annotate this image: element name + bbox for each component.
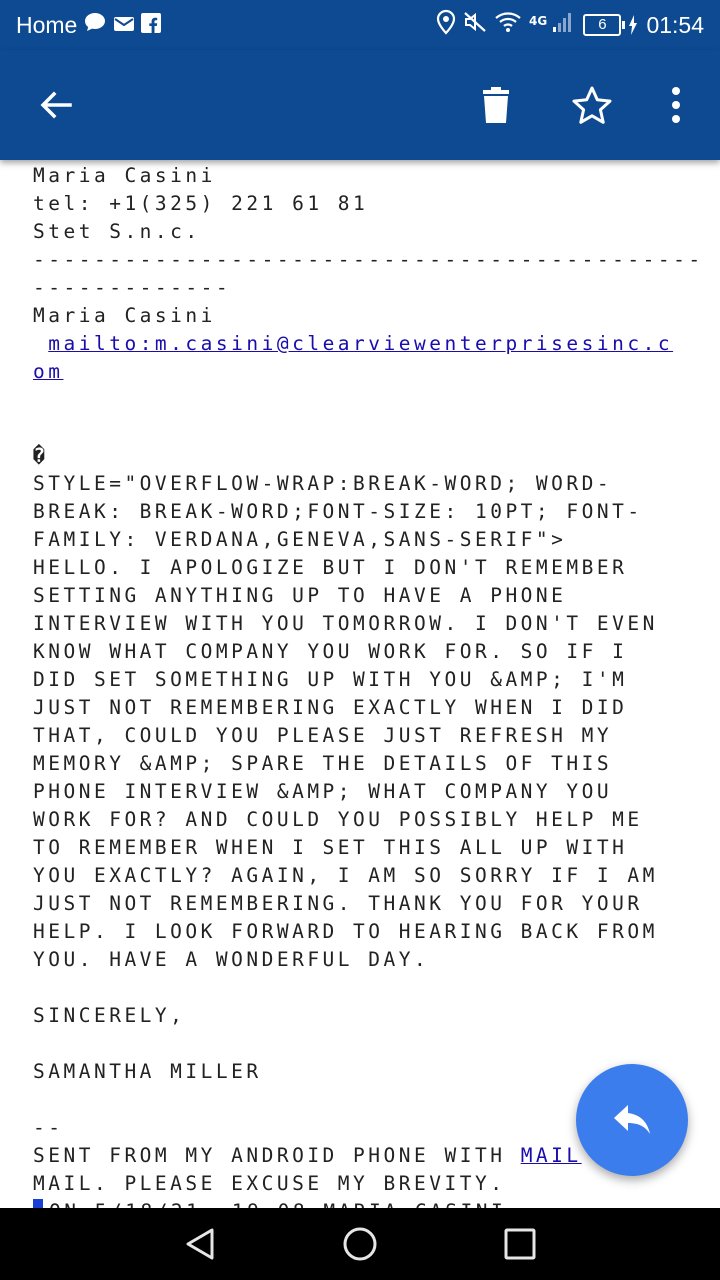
- status-left: [16, 10, 161, 40]
- back-arrow-icon: [38, 87, 74, 123]
- mailto-link-cont[interactable]: om: [33, 360, 64, 383]
- 4g-signal-icon: [529, 10, 575, 40]
- mute-icon: [463, 10, 487, 40]
- unknown-character: �: [33, 444, 49, 467]
- location-icon: [437, 10, 455, 40]
- sender-name: Maria Casini: [33, 304, 216, 327]
- signature: SAMANTHA MILLER: [33, 1060, 262, 1083]
- body-line: YOU EXACTLY? AGAIN, I AM SO SORRY IF I AM: [33, 864, 658, 887]
- star-button[interactable]: [564, 77, 620, 133]
- clock: 01:54: [646, 11, 704, 38]
- body-line: YOU. HAVE A WONDERFUL DAY.: [33, 948, 430, 971]
- home-circle-icon: [342, 1226, 378, 1262]
- star-icon: [572, 86, 612, 124]
- app-bar: [0, 50, 720, 160]
- body-line: JUST NOT REMEMBERING. THANK YOU FOR YOUR: [33, 892, 643, 915]
- sent-from-line2: MAIL. PLEASE EXCUSE MY BREVITY.: [33, 1172, 506, 1195]
- body-line: DID SET SOMETHING UP WITH YOU &AMP; I'M: [33, 668, 628, 691]
- signature-company: Stet S.n.c.: [33, 220, 201, 243]
- message-content[interactable]: [0, 160, 720, 1208]
- sent-from-prefix: SENT FROM MY ANDROID PHONE WITH: [33, 1144, 521, 1167]
- mailto-link[interactable]: mailto:m.casini@clearviewenterprisesinc.c: [48, 332, 674, 355]
- signature-name: Maria Casini: [33, 164, 216, 187]
- mail-app-link[interactable]: MAIL: [520, 1144, 582, 1167]
- status-right: [437, 10, 704, 40]
- signature-tel: tel: +1(325) 221 61 81: [33, 192, 369, 215]
- carrier-name: Home: [16, 11, 78, 38]
- body-line: JUST NOT REMEMBERING EXACTLY WHEN I DID: [33, 696, 628, 719]
- back-button[interactable]: [28, 77, 84, 133]
- closing: SINCERELY,: [33, 1004, 186, 1027]
- body-line: HELP. I LOOK FORWARD TO HEARING BACK FROM: [33, 920, 658, 943]
- more-options-button[interactable]: [648, 77, 704, 133]
- nav-home-button[interactable]: [330, 1220, 390, 1268]
- reply-icon: [612, 1103, 652, 1137]
- facebook-icon: [141, 12, 161, 39]
- mail-icon: [113, 12, 135, 39]
- email-body: [33, 162, 704, 1226]
- wifi-icon: [495, 11, 521, 39]
- body-line: INTERVIEW WITH YOU TOMORROW. I DON'T EVEN: [33, 612, 658, 635]
- body-line: KNOW WHAT COMPANY YOU WORK FOR. SO IF I: [33, 640, 628, 663]
- body-line: THAT, COULD YOU PLEASE JUST REFRESH MY: [33, 724, 613, 747]
- chat-bubble-icon: [83, 11, 107, 39]
- divider-line-cont: -------------: [33, 276, 232, 299]
- signature-separator: --: [33, 1116, 64, 1139]
- back-triangle-icon: [184, 1227, 216, 1261]
- nav-back-button[interactable]: [170, 1220, 230, 1268]
- status-bar: [0, 0, 720, 50]
- divider-line: --------------------------------------------: [33, 248, 704, 271]
- reply-button[interactable]: [576, 1064, 688, 1176]
- battery-icon: [583, 14, 638, 36]
- navigation-bar: [0, 1208, 720, 1280]
- nav-recents-button[interactable]: [490, 1220, 550, 1268]
- body-line: STYLE="OVERFLOW-WRAP:BREAK-WORD; WORD-: [33, 472, 613, 495]
- body-line: TO REMEMBER WHEN I SET THIS ALL UP WITH: [33, 836, 628, 859]
- body-line: MEMORY &AMP; SPARE THE DETAILS OF THIS: [33, 752, 613, 775]
- body-line: PHONE INTERVIEW &AMP; WHAT COMPANY YOU: [33, 780, 613, 803]
- recents-square-icon: [504, 1228, 536, 1260]
- battery-level: 6: [598, 16, 607, 33]
- body-line: FAMILY: VERDANA,GENEVA,SANS-SERIF">: [33, 528, 567, 551]
- body-line: HELLO. I APOLOGIZE BUT I DON'T REMEMBER: [33, 556, 628, 579]
- delete-button[interactable]: [468, 77, 524, 133]
- body-line: SETTING ANYTHING UP TO HAVE A PHONE: [33, 584, 567, 607]
- more-vert-icon: [671, 87, 681, 123]
- body-line: WORK FOR? AND COULD YOU POSSIBLY HELP ME: [33, 808, 643, 831]
- trash-icon: [481, 87, 511, 123]
- svg-text:4G: 4G: [529, 14, 548, 28]
- body-line: BREAK: BREAK-WORD;FONT-SIZE: 10PT; FONT-: [33, 500, 643, 523]
